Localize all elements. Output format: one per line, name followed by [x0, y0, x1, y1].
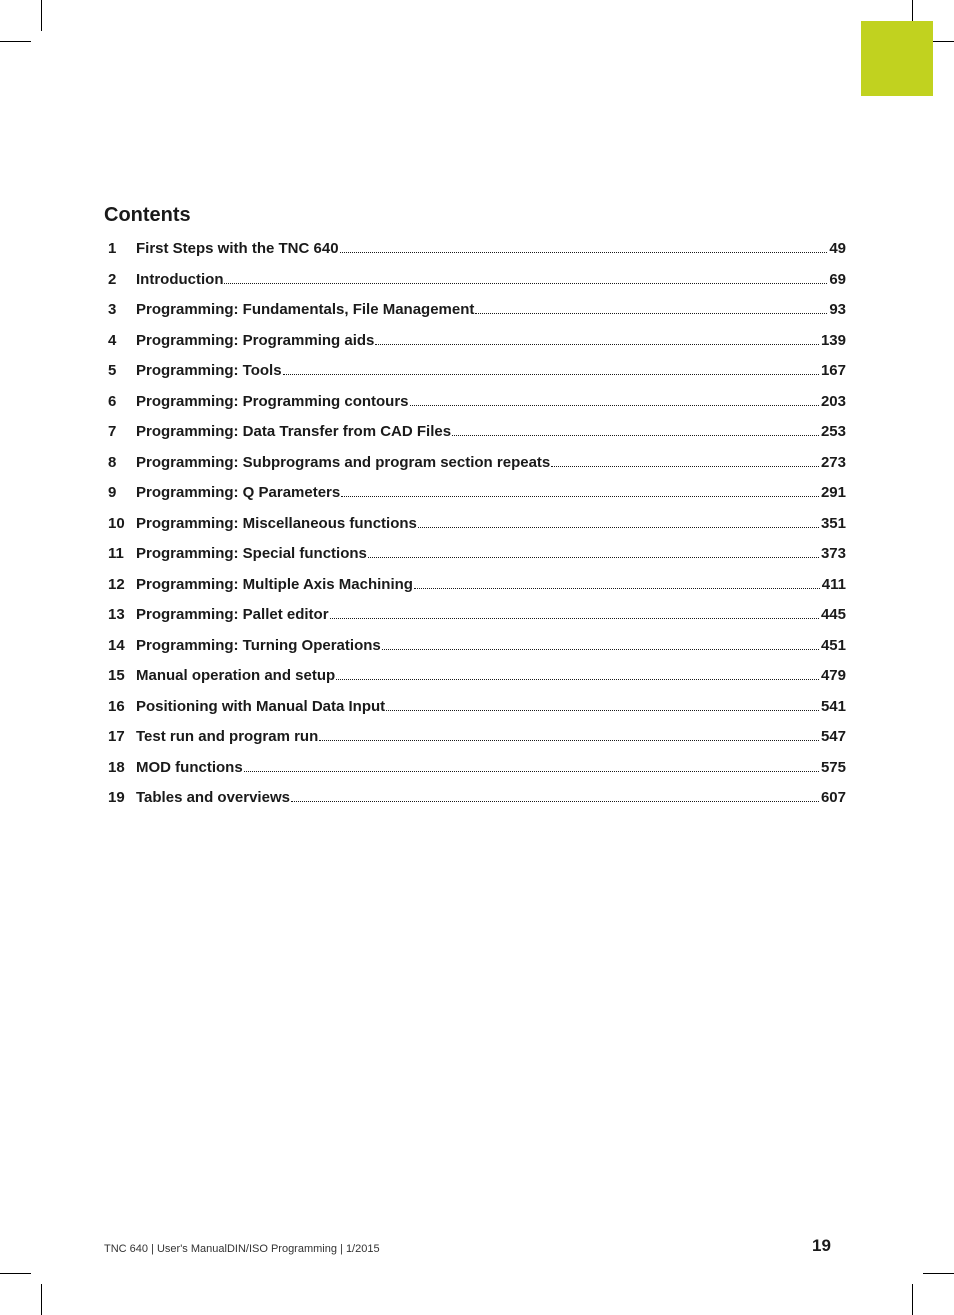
toc-entry-title: Introduction [136, 270, 224, 288]
crop-mark [41, 1284, 42, 1315]
dot-leader [336, 678, 819, 680]
toc-entry[interactable] [108, 698, 846, 729]
dot-leader [418, 526, 819, 528]
toc-entry-page: 139 [820, 331, 846, 349]
toc-entry-page: 351 [820, 514, 846, 532]
dot-leader [375, 343, 819, 345]
toc-entry-title: MOD functions [136, 758, 243, 776]
dot-leader [224, 282, 827, 284]
crop-mark [41, 0, 42, 31]
toc-entry[interactable] [108, 606, 846, 637]
toc-entry-number: 18 [108, 758, 125, 776]
dot-leader [475, 312, 827, 314]
toc-entry-title: Manual operation and setup [136, 667, 336, 684]
dot-leader [283, 373, 819, 375]
toc-entry-page: 49 [829, 240, 846, 257]
toc-entry[interactable] [108, 240, 846, 271]
toc-entry-page: 167 [820, 362, 846, 379]
toc-entry-title: Programming: Turning Operations [136, 636, 381, 654]
dot-leader [291, 800, 819, 802]
dot-leader [551, 465, 819, 467]
toc-entry[interactable] [108, 271, 846, 302]
toc-entry[interactable] [108, 332, 846, 363]
toc-entry-number: 12 [108, 575, 125, 593]
toc-entry-number: 16 [108, 697, 125, 715]
toc-entry-number: 11 [108, 545, 124, 562]
dot-leader [410, 404, 819, 406]
toc-entry[interactable] [108, 789, 846, 820]
toc-entry-title: Programming: Tools [136, 362, 282, 379]
toc-entry-title: Programming: Miscellaneous functions [136, 514, 417, 532]
toc-entry[interactable] [108, 576, 846, 607]
dot-leader [452, 434, 819, 436]
toc-entry-number: 5 [108, 362, 117, 379]
dot-leader [382, 648, 819, 650]
dot-leader [368, 556, 819, 558]
toc-entry-title: Tables and overviews [136, 789, 290, 806]
footer-text: TNC 640 | User's ManualDIN/ISO Programming | 1/2015 [104, 1243, 380, 1255]
toc-entry-title: Test run and program run [136, 728, 319, 745]
toc-entry-number: 4 [108, 331, 117, 349]
dot-leader [341, 495, 819, 497]
crop-mark [912, 1284, 913, 1315]
toc-entry[interactable] [108, 454, 846, 485]
toc-entry-number: 9 [108, 484, 117, 501]
toc-entry-page: 541 [820, 697, 846, 715]
toc-entry-number: 15 [108, 667, 125, 684]
toc-entry[interactable] [108, 301, 846, 332]
dot-leader [414, 587, 820, 589]
toc-entry-title: First Steps with the TNC 640 [136, 240, 339, 257]
dot-leader [244, 770, 819, 772]
toc-entry-number: 17 [108, 728, 125, 745]
toc-entry-page: 69 [829, 270, 846, 288]
toc-entry-page: 273 [820, 453, 846, 471]
toc-entry-page: 607 [820, 789, 846, 806]
toc-entry-title: Programming: Fundamentals, File Management [136, 301, 475, 318]
toc-entry-number: 1 [108, 240, 117, 257]
toc-entry-number: 2 [108, 270, 117, 288]
toc-entry-number: 13 [108, 606, 125, 623]
toc-entry-title: Programming: Special functions [136, 545, 367, 562]
dot-leader [386, 709, 819, 711]
toc-entry[interactable] [108, 759, 846, 790]
toc-entry-title: Programming: Subprograms and program section repeats [136, 453, 551, 471]
toc-entry-page: 451 [820, 636, 846, 654]
toc-entry[interactable] [108, 728, 846, 759]
toc-entry-number: 19 [108, 789, 125, 806]
crop-mark [0, 41, 31, 42]
toc-entry-page: 479 [820, 667, 846, 684]
chapter-tab-marker [861, 21, 933, 96]
page-title: Contents [104, 204, 191, 226]
toc-entry[interactable] [108, 545, 846, 576]
dot-leader [330, 617, 819, 619]
toc-entry[interactable] [108, 637, 846, 668]
toc-entry-number: 10 [108, 514, 125, 532]
toc-entry-number: 8 [108, 453, 117, 471]
crop-mark [0, 1273, 31, 1274]
toc-entry-page: 411 [821, 575, 846, 593]
toc-entry[interactable] [108, 362, 846, 393]
crop-mark [923, 1273, 954, 1274]
toc-entry-title: Programming: Programming contours [136, 392, 409, 410]
toc-entry-number: 3 [108, 301, 117, 318]
toc-entry-title: Programming: Multiple Axis Machining [136, 575, 413, 593]
toc-entry-page: 547 [820, 728, 846, 745]
toc-entry-page: 445 [820, 606, 846, 623]
toc-entry-page: 373 [820, 545, 846, 562]
toc-entry-title: Programming: Pallet editor [136, 606, 329, 623]
table-of-contents [108, 240, 846, 820]
toc-entry-page: 575 [820, 758, 846, 776]
toc-entry-title: Programming: Programming aids [136, 331, 375, 349]
toc-entry[interactable] [108, 423, 846, 454]
toc-entry-title: Programming: Data Transfer from CAD Files [136, 423, 452, 440]
toc-entry-number: 14 [108, 636, 125, 654]
toc-entry-page: 291 [820, 484, 846, 501]
toc-entry[interactable] [108, 484, 846, 515]
toc-entry-title: Positioning with Manual Data Input [136, 697, 386, 715]
toc-entry-title: Programming: Q Parameters [136, 484, 341, 501]
toc-entry-number: 6 [108, 392, 117, 410]
toc-entry[interactable] [108, 667, 846, 698]
dot-leader [319, 739, 819, 741]
toc-entry[interactable] [108, 515, 846, 546]
toc-entry-page: 203 [820, 392, 846, 410]
toc-entry[interactable] [108, 393, 846, 424]
toc-entry-page: 253 [820, 423, 846, 440]
dot-leader [340, 251, 828, 253]
page-number: 19 [812, 1236, 831, 1255]
toc-entry-number: 7 [108, 423, 117, 440]
toc-entry-page: 93 [829, 301, 846, 318]
